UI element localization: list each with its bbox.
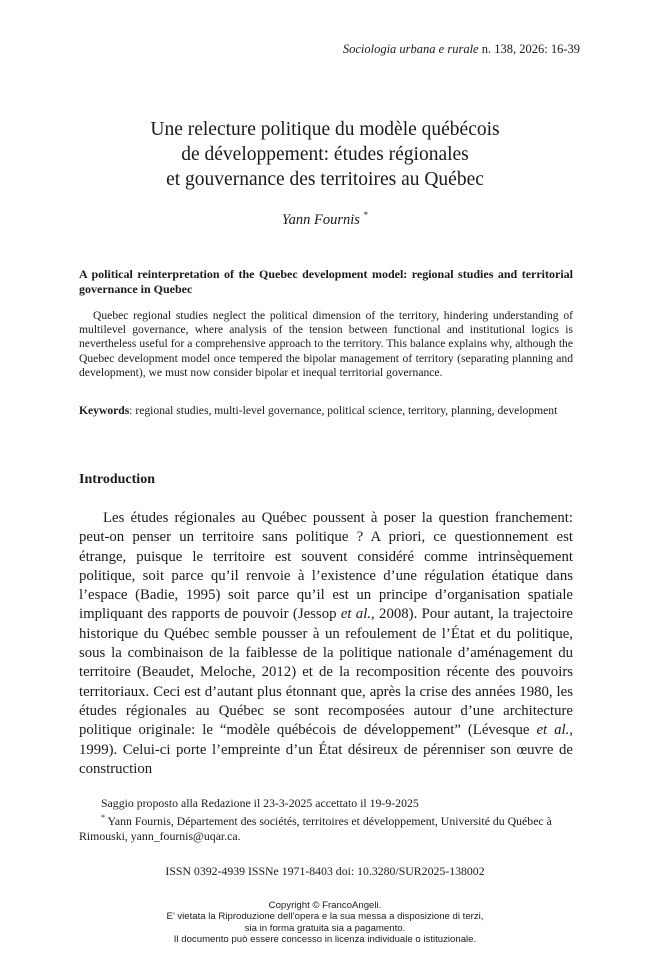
keywords-list: : regional studies, multi-level governance, political science, territory, planning, development	[129, 404, 558, 417]
title-line-2: de développement: études régionales	[181, 144, 469, 165]
intro-text-2: , 2008). Pour autant, la trajectoire historique du Québec semble pousser à un refoulement de l’État et du politique, sous la combinaison de la faiblesse de la politique nationale d’aménagement du territoire (Beaudet, Meloche, 2012) et de la recomposition récente des pouvoirs territoriaux. Ceci est d’autant plus étonnant que, après la crise des années 1980, les études régionales au Québec se sont recomposées autour d’une architecture politique originale: le “modèle québécois de développement” (Lévesque	[79, 606, 573, 739]
author-name: Yann Fournis	[281, 211, 360, 228]
author-footnote-marker: *	[363, 210, 369, 220]
intro-text-3: , 1999). Celui-ci porte l’empreinte d’un État désireux de pérenniser son œuvre de construction	[79, 722, 573, 777]
keywords	[79, 404, 573, 418]
title-line-3: et gouvernance des territoires au Québec	[166, 169, 484, 190]
intro-et-al-1: et al.	[340, 606, 372, 623]
keywords-label: Keywords	[79, 404, 130, 417]
footnote-marker: *	[101, 813, 105, 822]
intro-et-al-2: et al.	[536, 722, 570, 739]
introduction-paragraph	[79, 509, 573, 779]
footnote-affiliation-text: Yann Fournis, Département des sociétés, territoires et développement, Université du Québec à Rimouski, yann_fournis@uqar.ca.	[79, 813, 552, 843]
journal-issue: n. 138, 2026: 16-39	[481, 42, 580, 56]
copyright-line-3: sia in forma gratuita sia a pagamento.	[244, 922, 406, 934]
copyright-line-4: Il documento può essere concesso in licenza individuale o istituzionale.	[173, 934, 477, 946]
journal-name: Sociologia urbana e rurale	[342, 42, 479, 56]
section-heading-introduction: Introduction	[79, 472, 155, 487]
abstract-text: Quebec regional studies neglect the political dimension of the territory, hindering understanding of multilevel governance, where analysis of the tension between functional and institutional logics is nevertheless useful for a comprehensive approach to the territory. This balance explains why, although the Quebec development model once tempered the bipolar management of territory (separating planning and development), we must now consider bipolar et inequal territorial governance.	[79, 309, 573, 379]
footnote-affiliation	[79, 810, 573, 844]
author-line	[0, 210, 650, 229]
title-line-1: Une relecture politique du modèle québécois	[150, 119, 500, 140]
copyright-line-2: E’ vietata la Riproduzione dell’opera e la sua messa a disposizione di terzi,	[166, 911, 484, 923]
article-title	[0, 117, 650, 192]
journal-header	[343, 42, 580, 57]
footnote-submission: Saggio proposto alla Redazione il 23-3-2025 accettato il 19-9-2025	[101, 796, 419, 810]
english-title: A political reinterpretation of the Quebec development model: regional studies and territorial governance in Quebec	[79, 267, 573, 296]
intro-text-1: Les études régionales au Québec poussent à poser la question franchement: peut-on penser un territoire sans politique ? A priori, ce questionnement est étrange, puisque le territoire est souvent considéré comme intrinsèquement politique, soit parce qu’il renvoie à l’existence d’une régulation étatique dans l’espace (Badie, 1995) soit parce qu’il est un principe d’organisation spatiale impliquant des rapports de pouvoir (Jessop	[79, 510, 573, 623]
copyright-notice	[0, 900, 650, 946]
issn-doi-line: ISSN 0392-4939 ISSNe 1971-8403 doi: 10.3280/SUR2025-138002	[165, 864, 485, 878]
copyright-line-1: Copyright © FrancoAngeli.	[268, 900, 382, 911]
